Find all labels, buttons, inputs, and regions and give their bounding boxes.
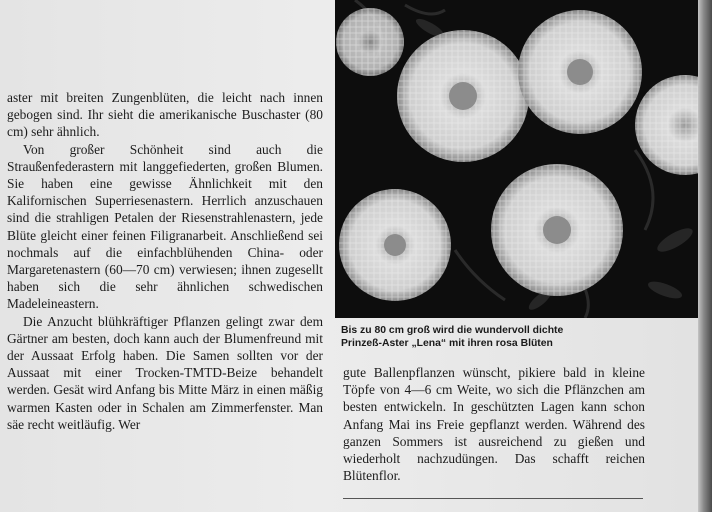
flower-bottom-left <box>339 189 451 301</box>
paragraph-3: Die Anzucht blühkräftiger Pflanzen gelingt zwar dem Gärtner am besten, doch kann auch der Blumenfreund mit der Aussaat Erfolg haben. Die Samen sollten vor der Aussaat mit einer Trocken-TMTD-Beize behandelt werden. Gesät wird Anfang bis Mitte März in einen mäßig warmen Kasten oder in Schalen am Zimmerfenster. Man säe recht weitläufig. Wer <box>7 313 323 432</box>
caption-line-1: Bis zu 80 cm groß wird die wundervoll dichte <box>341 325 564 336</box>
paragraph-4: gute Ballenpflanzen wünscht, pikiere bald in kleine Töpfe von 4—6 cm Weite, wo sich die Pflänzchen am besten entwickeln. In geschützten Lagen kann schon Anfang Mai ins Freie gepflanzt werden. Während des ganzen Sommers ist ausreichend zu gießen und wiederholt nachzudüngen. Das schafft reichen Blütenflor. <box>343 365 645 484</box>
right-text-column <box>343 364 645 484</box>
flower-top-right <box>518 10 642 134</box>
bottom-rule <box>343 498 643 499</box>
paragraph-1: aster mit breiten Zungenblüten, die leicht nach innen gebogen sind. Ihr sieht die amerikanische Buschaster (80 cm) sehr ähnlich. <box>7 90 323 140</box>
left-text-column <box>7 89 323 433</box>
flower-top-center <box>397 30 529 162</box>
flower-top-left <box>336 8 404 76</box>
caption-line-2: Prinzeß-Aster „Lena“ mit ihren rosa Blüten <box>341 338 553 349</box>
flower-bottom-center <box>491 164 623 296</box>
page-fold-shadow <box>698 0 712 512</box>
aster-photo-illustration <box>335 0 698 318</box>
paragraph-2: Von großer Schönheit sind auch die Straußenfederastern mit langgefiederten, großen Blumen. Sie haben eine gewisse Ähnlichkeit mit den Kalifornischen Superriesenastern. Herrlich anzuschauen sind die strahligen Petalen der Riesenstrahlenastern, jede Blüte gleicht einer feinen Filigranarbeit. Anschließend sei nochmals auf die einfachblühenden China- oder Margaretenastern (60—70 cm) verwiesen; ihnen zugesellt haben sich die sehr ähnlichen schwedischen Madeleineastern. <box>7 141 323 312</box>
aster-flowers-photo <box>335 0 698 318</box>
photo-caption <box>341 324 645 350</box>
